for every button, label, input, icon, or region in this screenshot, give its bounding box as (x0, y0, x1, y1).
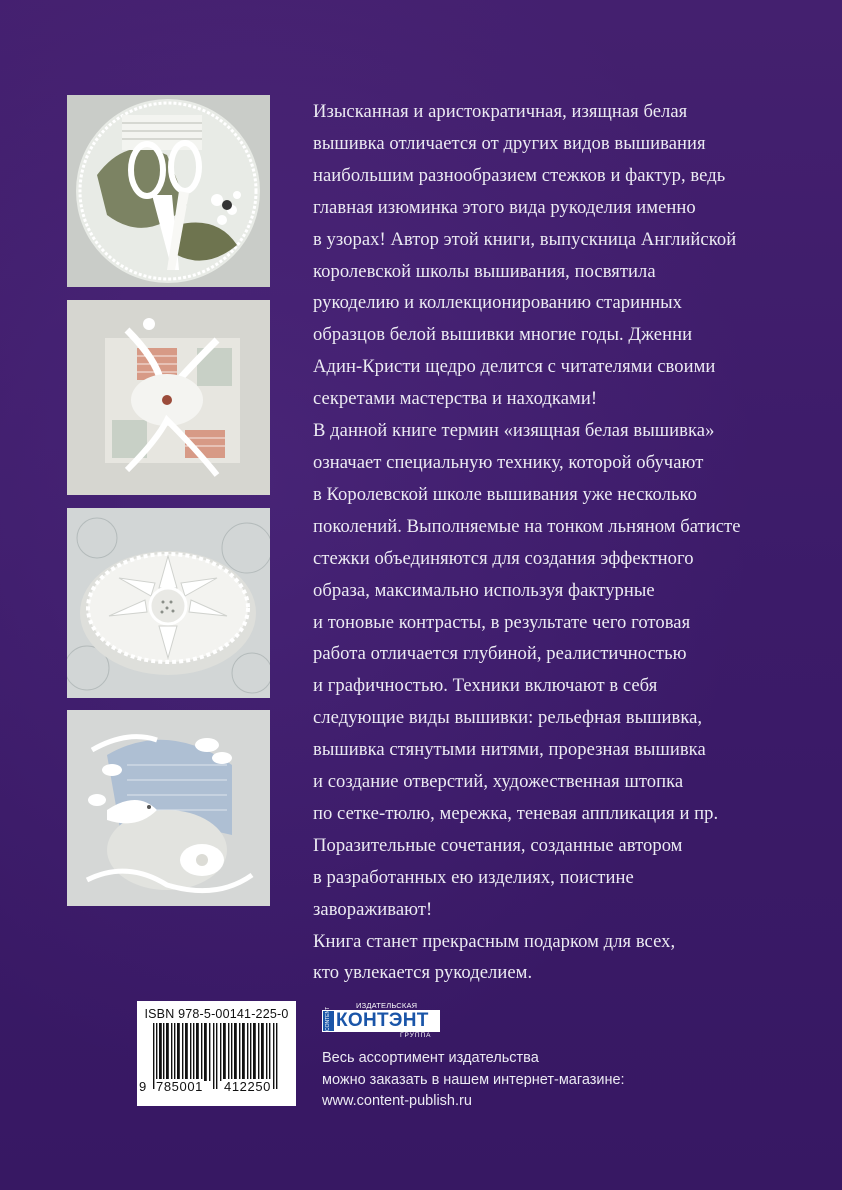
description-line: образцов белой вышивки многие годы. Дженни (313, 324, 693, 346)
description-line: секретами мастерства и находками! (313, 388, 598, 410)
description-line: Изысканная и аристократичная, изящная белая (313, 101, 688, 122)
logo-name: КОНТЭНТ (336, 1010, 429, 1031)
logo-top-label: ИЗДАТЕЛЬСКАЯ (356, 1001, 418, 1010)
description-line: и тоновые контрасты, в результате чего готовая (313, 611, 691, 633)
shop-url[interactable]: www.content-publish.ru (322, 1093, 472, 1109)
shop-info (322, 1048, 625, 1113)
description-line: поколений. Выполняемые на тонком льняном батисте (313, 515, 741, 537)
description-line: Книга станет прекрасным подарком для всех, (313, 930, 676, 952)
logo-bottom-label: ГРУППА (400, 1032, 432, 1039)
barcode-digits-right: 412250 (224, 1079, 271, 1094)
description-line: королевской школы вышивания, посвятила (313, 260, 656, 282)
embroidery-photo-square (67, 300, 270, 495)
barcode-digits-left: 785001 (156, 1079, 203, 1094)
barcode-first-digit: 9 (139, 1079, 147, 1094)
description-line: следующие виды вышивки: рельефная вышивка, (313, 707, 703, 729)
book-description (313, 96, 833, 989)
embroidery-photo-bird (67, 710, 270, 906)
isbn-number: ISBN 978-5-00141-225-0 (144, 1007, 289, 1021)
description-line: Адин-Кристи щедро делится с читателями своими (313, 356, 716, 378)
description-line: завораживают! (313, 898, 433, 920)
isbn-barcode (137, 1001, 296, 1106)
shop-line-2: можно заказать в нашем интернет-магазине: (322, 1071, 625, 1088)
description-line: образа, максимально используя фактурные (313, 579, 655, 601)
description-line: рукоделию и коллекционированию старинных (313, 292, 682, 314)
description-line: главная изюминка этого вида рукоделия именно (313, 196, 696, 218)
description-line: означает специальную технику, которой обучают (313, 451, 704, 473)
embroidery-photo-pincushion (67, 508, 270, 698)
description-line: по сетке-тюлю, мережка, теневая аппликация и пр. (313, 802, 719, 824)
description-line: в разработанных ею изделиях, поистине (313, 866, 634, 888)
description-line: вышивка стянутыми нитями, прорезная вышивка (313, 739, 706, 761)
logo-side-label: CONTENT (323, 1011, 334, 1031)
logo-plate (322, 1010, 440, 1032)
description-line: в Королевской школе вышивания уже несколько (313, 483, 697, 505)
description-line: вышивка отличается от других видов вышивания (313, 132, 706, 154)
shop-line-1: Весь ассортимент издательства (322, 1050, 539, 1066)
description-line: стежки объединяются для создания эффектного (313, 547, 694, 569)
description-line: В данной книге термин «изящная белая вышивка» (313, 420, 715, 442)
publisher-logo (322, 1001, 440, 1039)
description-line: в узорах! Автор этой книги, выпускница Английской (313, 228, 737, 250)
description-line: и создание отверстий, художественная штопка (313, 771, 684, 793)
description-line: и графичностью. Техники включают в себя (313, 675, 658, 697)
embroidery-photo-scissors (67, 95, 270, 287)
description-line: работа отличается глубиной, реалистичностью (313, 643, 687, 665)
description-line: наибольшим разнообразием стежков и фактур, ведь (313, 164, 726, 186)
description-line: кто увлекается рукоделием. (313, 962, 533, 984)
description-line: Поразительные сочетания, созданные автором (313, 834, 683, 856)
